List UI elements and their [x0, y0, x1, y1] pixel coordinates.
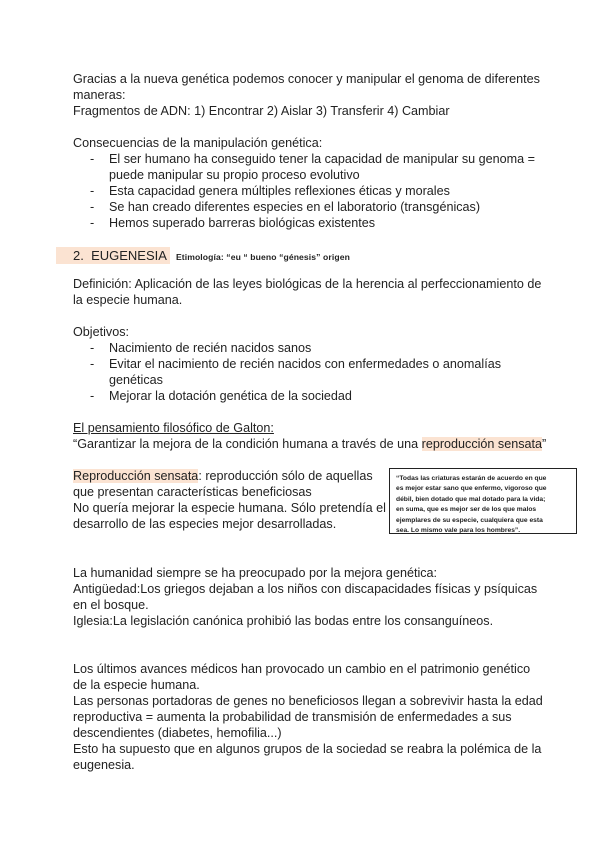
list-item [73, 340, 533, 356]
consequences-section [73, 135, 536, 231]
galton-quote [73, 436, 547, 452]
history-line: en el bosque. [73, 598, 149, 612]
objectives-section [73, 324, 533, 404]
list-item [73, 151, 536, 183]
quote-box-line: en suma, que es mejor ser de los que malos [396, 506, 537, 514]
objectives-title: Objetivos: [73, 325, 129, 339]
list-item-text: puede manipular su propio proceso evolutivo [109, 168, 360, 182]
advances-line: Esto ha supuesto que en algunos grupos de la sociedad se reabra la polémica de la [73, 742, 542, 756]
list-item-text: Mejorar la dotación genética de la sociedad [109, 389, 352, 403]
history-line: Antigüedad:Los griegos dejaban a los niños con discapacidades físicas y psíquicas [73, 582, 538, 596]
dash-bullet: - [90, 357, 95, 371]
definition-line: Definición: Aplicación de las leyes biológicas de la herencia al perfeccionamiento de [73, 277, 542, 291]
highlighted-term: Reproducción sensata [73, 469, 199, 483]
dash-bullet: - [90, 216, 95, 230]
quote-box-line: “Todas las criaturas estarán de acuerdo en que [396, 475, 547, 482]
dash-bullet: - [90, 389, 95, 403]
section-number: 2. [73, 248, 84, 263]
section-title-text: EUGENESIA [91, 248, 167, 263]
quote-box [389, 468, 577, 534]
section-title [56, 247, 170, 264]
sensata-paragraph [73, 468, 386, 532]
sensata-line: que presentan características beneficiosas [73, 485, 312, 499]
consequences-title: Consecuencias de la manipulación genética: [73, 136, 323, 150]
dash-bullet: - [90, 152, 95, 166]
quote-text: ” [542, 437, 547, 451]
dash-bullet: - [90, 184, 95, 198]
highlighted-term: reproducción sensata [421, 437, 543, 451]
history-paragraph [73, 565, 538, 629]
quote-box-line: ejemplares de su especie, cualquiera que esta [396, 516, 543, 524]
list-item-text: Evitar el nacimiento de recién nacidos con enfermedades o anomalías [109, 357, 502, 371]
advances-line: descendientes (diabetes, hemofilia...) [73, 726, 282, 740]
sensata-line [73, 468, 383, 484]
definition-line: la especie humana. [73, 293, 183, 307]
list-item [73, 356, 533, 388]
intro-line: Gracias a la nueva genética podemos conocer y manipular el genoma de diferentes [73, 72, 540, 86]
quote-box-line: es mejor estar sano que enfermo, vigoroso que [396, 485, 547, 493]
objectives-list [73, 340, 533, 404]
advances-line: Los últimos avances médicos han provocado un cambio en el patrimonio genético [73, 662, 531, 676]
list-item [73, 199, 533, 215]
intro-paragraph [73, 71, 540, 119]
advances-line: reproductiva = aumenta la probabilidad de transmisión de enfermedades a sus [73, 710, 512, 724]
history-line: Iglesia:La legislación canónica prohibió las bodas entre los consanguíneos. [73, 614, 494, 628]
intro-line: maneras: [73, 88, 126, 102]
definition-paragraph [73, 276, 542, 308]
consequences-list [73, 151, 536, 231]
advances-line: de la especie humana. [73, 678, 200, 692]
list-item-text: Esta capacidad genera múltiples reflexiones éticas y morales [109, 184, 450, 198]
advances-paragraph [73, 661, 543, 773]
sensata-text: : reproducción sólo de aquellas [198, 469, 373, 483]
quote-box-line: débil, bien dotado que mal dotado para la vida; [396, 495, 546, 503]
section-heading [73, 247, 350, 266]
history-line: La humanidad siempre se ha preocupado por la mejora genética: [73, 566, 438, 580]
sensata-line: desarrollo de las especies mejor desarrolladas. [73, 517, 337, 531]
intro-line: Fragmentos de ADN: 1) Encontrar 2) Aislar 3) Transferir 4) Cambiar [73, 104, 450, 118]
quote-text: “Garantizar la mejora de la condición humana a través de una [73, 437, 422, 451]
dash-bullet: - [90, 200, 95, 214]
quote-box-line: sea. Lo mismo vale para los hombres”. [396, 527, 521, 535]
list-item [73, 388, 533, 404]
list-item [73, 215, 533, 231]
etymology-note: Etimología: “eu “ bueno “génesis” origen [175, 252, 350, 262]
list-item-text: Nacimiento de recién nacidos sanos [109, 341, 312, 355]
list-item-text: El ser humano ha conseguido tener la capacidad de manipular su genoma = [109, 152, 536, 166]
galton-section [73, 420, 547, 452]
sensata-line: No quería mejorar la especie humana. Sólo pretendía el [73, 501, 386, 515]
dash-bullet: - [90, 341, 95, 355]
list-item-text: Se han creado diferentes especies en el laboratorio (transgénicas) [109, 200, 481, 214]
galton-title: El pensamiento filosófico de Galton: [73, 421, 274, 435]
advances-line: Las personas portadoras de genes no beneficiosos llegan a sobrevivir hasta la edad [73, 694, 543, 708]
advances-line: eugenesia. [73, 758, 135, 772]
list-item-text: genéticas [109, 373, 163, 387]
list-item-text: Hemos superado barreras biológicas existentes [109, 216, 376, 230]
list-item [73, 183, 533, 199]
